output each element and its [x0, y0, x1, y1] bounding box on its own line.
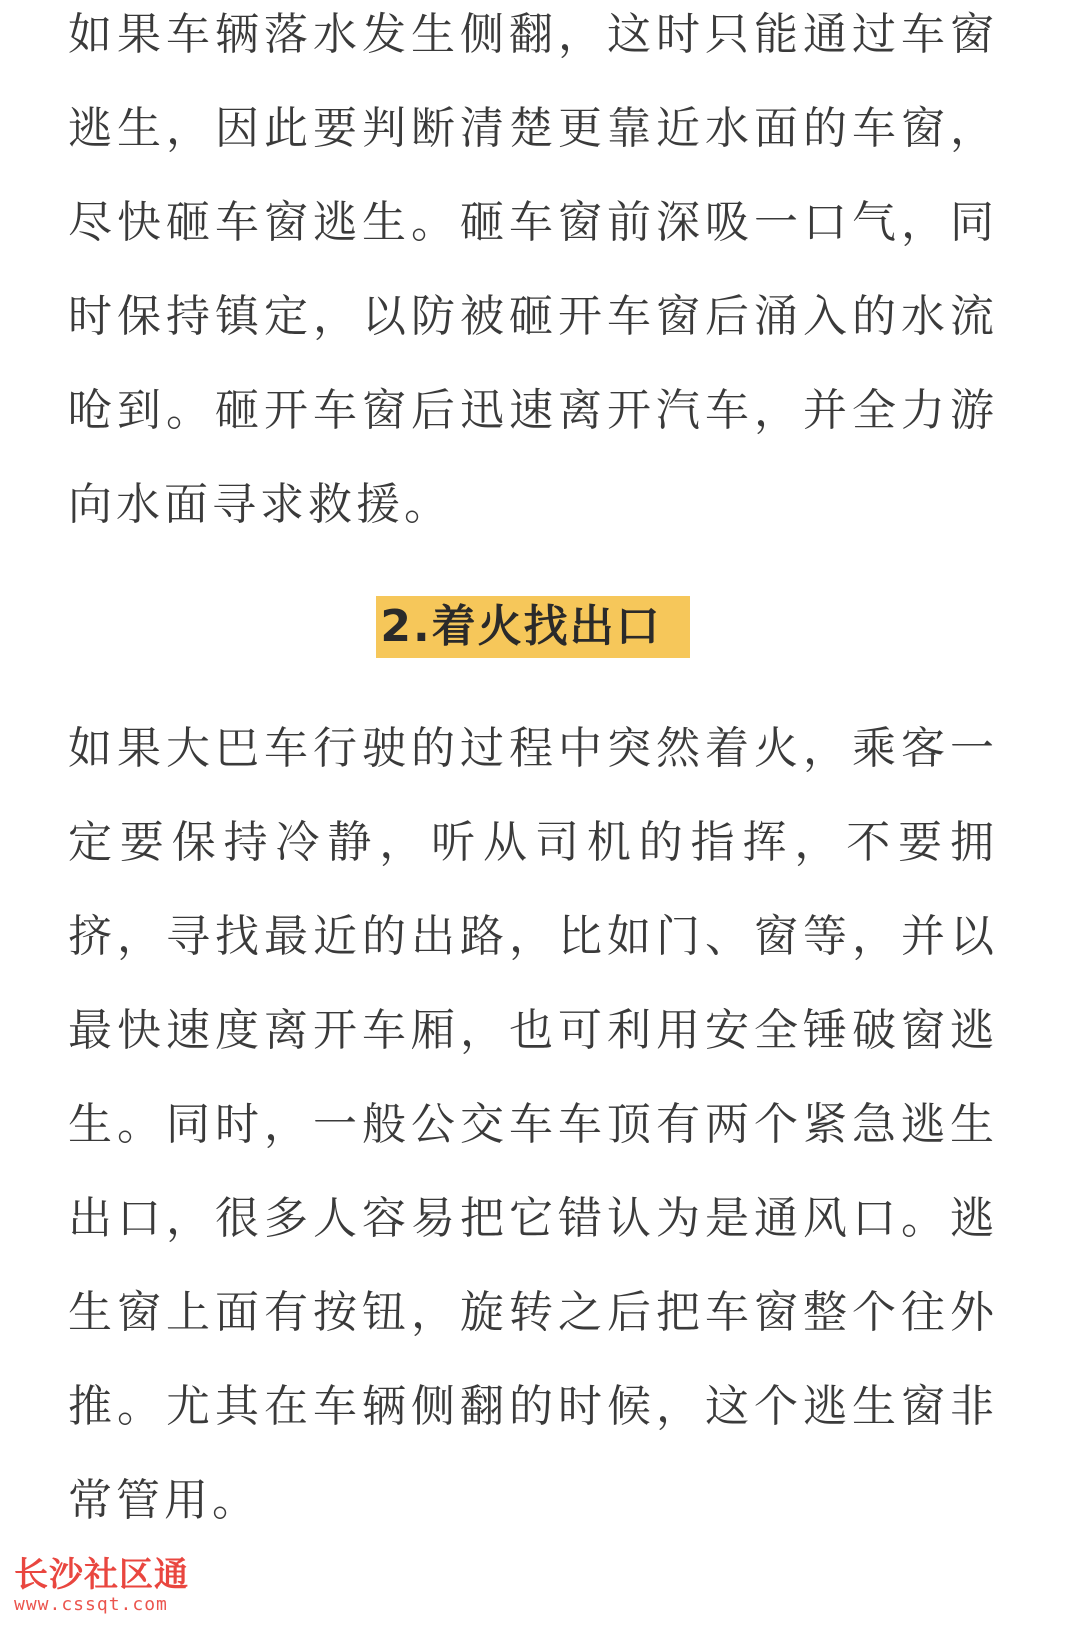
paragraph-water-escape: 如果车辆落水发生侧翻，这时只能通过车窗逃生，因此要判断清楚更靠近水面的车窗，尽快砸车窗逃生。砸车窗前深吸一口气，同时保持镇定，以防被砸开车窗后涌入的水流呛到。砸开车窗后迅速离开汽车，并全力游向水面寻求救援。 [68, 9, 998, 530]
article-body [68, 0, 998, 1548]
section-heading: 2.着火找出口 [376, 596, 689, 658]
watermark-url: www.cssqt.com [14, 1594, 168, 1615]
section-heading-wrap [68, 596, 998, 658]
site-watermark [14, 1556, 214, 1626]
watermark-title: 长沙社区通 [14, 1555, 189, 1595]
paragraph-fire-escape: 如果大巴车行驶的过程中突然着火，乘客一定要保持冷静，听从司机的指挥，不要拥挤，寻找最近的出路，比如门、窗等，并以最快速度离开车厢，也可利用安全锤破窗逃生。同时，一般公交车车顶有两个紧急逃生出口，很多人容易把它错认为是通风口。逃生窗上面有按钮，旋转之后把车窗整个往外推。尤其在车辆侧翻的时候，这个逃生窗非常管用。 [68, 723, 998, 1526]
